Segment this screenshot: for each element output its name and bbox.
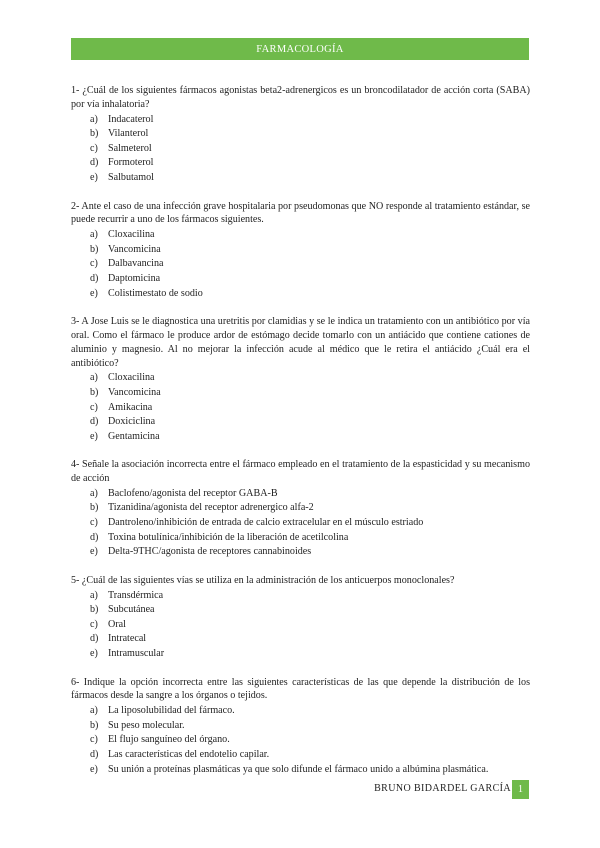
option-letter: b) <box>90 502 99 514</box>
option-item <box>71 401 530 416</box>
option-text: Colistimestato de sodio <box>108 287 203 299</box>
option-letter: a) <box>90 589 98 601</box>
option-list <box>71 487 530 560</box>
option-letter: a) <box>90 705 98 717</box>
option-letter: b) <box>90 386 99 398</box>
page-number-badge <box>512 780 529 799</box>
option-text: Su peso molecular. <box>108 719 185 731</box>
option-list <box>71 589 530 662</box>
option-letter: e) <box>90 763 98 775</box>
option-letter: e) <box>90 287 98 299</box>
option-item <box>71 113 530 128</box>
option-text: Gentamicina <box>108 430 160 442</box>
option-item <box>71 763 530 778</box>
option-text: La liposolubilidad del fármaco. <box>108 705 235 717</box>
question-text: 5- ¿Cuál de las siguientes vías se utiliza en la administración de los anticuerpos monoclonales? <box>71 574 455 586</box>
option-item <box>71 531 530 546</box>
option-list <box>71 704 530 777</box>
option-item <box>71 156 530 171</box>
option-text: Las características del endotelio capilar. <box>108 748 270 760</box>
option-text: Toxina botulínica/inhibición de la liberación de acetilcolina <box>108 531 349 543</box>
option-text: Tizanidina/agonista del receptor adrenergico alfa-2 <box>108 502 314 514</box>
option-letter: c) <box>90 517 98 529</box>
option-letter: c) <box>90 734 98 746</box>
option-item <box>71 415 530 430</box>
option-item <box>71 287 530 302</box>
option-list <box>71 113 530 186</box>
option-item <box>71 748 530 763</box>
option-text: Dalbavancina <box>108 258 164 270</box>
question-text: 1- ¿Cuál de los siguientes fármacos agonistas beta2-adrenergicos es un broncodilatador de acción corta (SABA) por vía inhalatoria? <box>71 85 530 110</box>
option-letter: a) <box>90 487 98 499</box>
option-item <box>71 257 530 272</box>
option-text: Indacaterol <box>108 113 154 125</box>
option-item <box>71 501 530 516</box>
page-number: 1 <box>518 784 523 795</box>
option-letter: c) <box>90 142 98 154</box>
option-text: Intratecal <box>108 633 147 645</box>
option-item <box>71 632 530 647</box>
question-3 <box>71 315 530 444</box>
option-letter: d) <box>90 416 99 428</box>
option-list <box>71 371 530 444</box>
option-letter: d) <box>90 748 99 760</box>
page-footer <box>0 780 600 799</box>
option-item <box>71 272 530 287</box>
question-text: 3- A Jose Luis se le diagnostica una uretritis por clamidias y se le indica un tratamiento con un antibiótico por vía oral. Como el fármaco le produce ardor de estómago decide tomarlo con un antiácido que contiene cationes de aluminio y magnesio. Al no mejorar la infección acude al médico que le retira el antiácido ¿Cuál era el antibiótico? <box>71 316 530 369</box>
question-list <box>71 84 530 791</box>
option-letter: a) <box>90 113 98 125</box>
option-letter: a) <box>90 229 98 241</box>
option-text: Vancomicina <box>108 386 161 398</box>
question-1 <box>71 84 530 186</box>
option-text: Vilanterol <box>108 128 149 140</box>
option-text: Oral <box>108 618 126 630</box>
option-text: El flujo sanguíneo del órgano. <box>108 734 230 746</box>
option-text: Delta-9THC/agonista de receptores cannabinoides <box>108 546 312 558</box>
option-letter: d) <box>90 272 99 284</box>
option-item <box>71 243 530 258</box>
option-item <box>71 516 530 531</box>
option-item <box>71 733 530 748</box>
option-letter: b) <box>90 719 99 731</box>
option-letter: c) <box>90 258 98 270</box>
option-item <box>71 430 530 445</box>
question-5 <box>71 574 530 662</box>
option-item <box>71 487 530 502</box>
option-item <box>71 719 530 734</box>
option-item <box>71 589 530 604</box>
question-4 <box>71 458 530 560</box>
option-text: Su unión a proteínas plasmáticas ya que solo difunde el fármaco unido a albúmina plasmática. <box>108 763 489 775</box>
option-item <box>71 127 530 142</box>
question-text: 2- Ante el caso de una infección grave hospitalaria por pseudomonas que NO responde al tratamiento estándar, se puede recurrir a uno de los fármacos siguientes. <box>71 200 530 226</box>
question-2 <box>71 200 530 302</box>
option-item <box>71 603 530 618</box>
question-6 <box>71 676 530 778</box>
option-item <box>71 545 530 560</box>
option-letter: e) <box>90 171 98 183</box>
option-text: Salmeterol <box>108 142 152 154</box>
option-text: Daptomicina <box>108 272 161 284</box>
option-item <box>71 618 530 633</box>
option-text: Salbutamol <box>108 171 154 183</box>
option-letter: d) <box>90 157 99 169</box>
option-letter: a) <box>90 372 98 384</box>
question-text: 4- Señale la asociación incorrecta entre el fármaco empleado en el tratamiento de la espasticidad y su mecanismo de acción <box>71 459 530 485</box>
option-text: Amikacina <box>108 401 153 413</box>
option-text: Baclofeno/agonista del receptor GABA-B <box>108 487 278 499</box>
option-item <box>71 386 530 401</box>
option-text: Subcutánea <box>108 604 155 616</box>
option-letter: d) <box>90 531 99 543</box>
option-text: Cloxacilina <box>108 229 155 241</box>
option-item <box>71 371 530 386</box>
header-title: FARMACOLOGÍA <box>256 43 344 55</box>
option-item <box>71 171 530 186</box>
option-letter: b) <box>90 243 99 255</box>
option-letter: c) <box>90 618 98 630</box>
option-item <box>71 142 530 157</box>
option-letter: e) <box>90 546 98 558</box>
option-text: Cloxacilina <box>108 372 155 384</box>
option-letter: e) <box>90 648 98 660</box>
option-text: Formoterol <box>108 157 154 169</box>
footer-author: BRUNO BIDARDEL GARCÍA <box>374 783 511 794</box>
option-item <box>71 704 530 719</box>
option-text: Transdérmica <box>108 589 164 601</box>
option-item <box>71 228 530 243</box>
option-list <box>71 228 530 301</box>
option-item <box>71 647 530 662</box>
option-letter: d) <box>90 633 99 645</box>
option-letter: b) <box>90 604 99 616</box>
option-text: Dantroleno/inhibición de entrada de calcio extracelular en el músculo estriado <box>108 517 424 529</box>
option-letter: c) <box>90 401 98 413</box>
option-text: Vancomicina <box>108 243 161 255</box>
option-letter: e) <box>90 430 98 442</box>
option-text: Intramuscular <box>108 648 165 660</box>
question-text: 6- Indique la opción incorrecta entre las siguientes características de las que depende la distribución de los fármacos desde la sangre a los órganos o tejidos. <box>71 676 530 702</box>
header-bar <box>71 38 529 60</box>
option-text: Doxiciclina <box>108 416 156 428</box>
option-letter: b) <box>90 128 99 140</box>
